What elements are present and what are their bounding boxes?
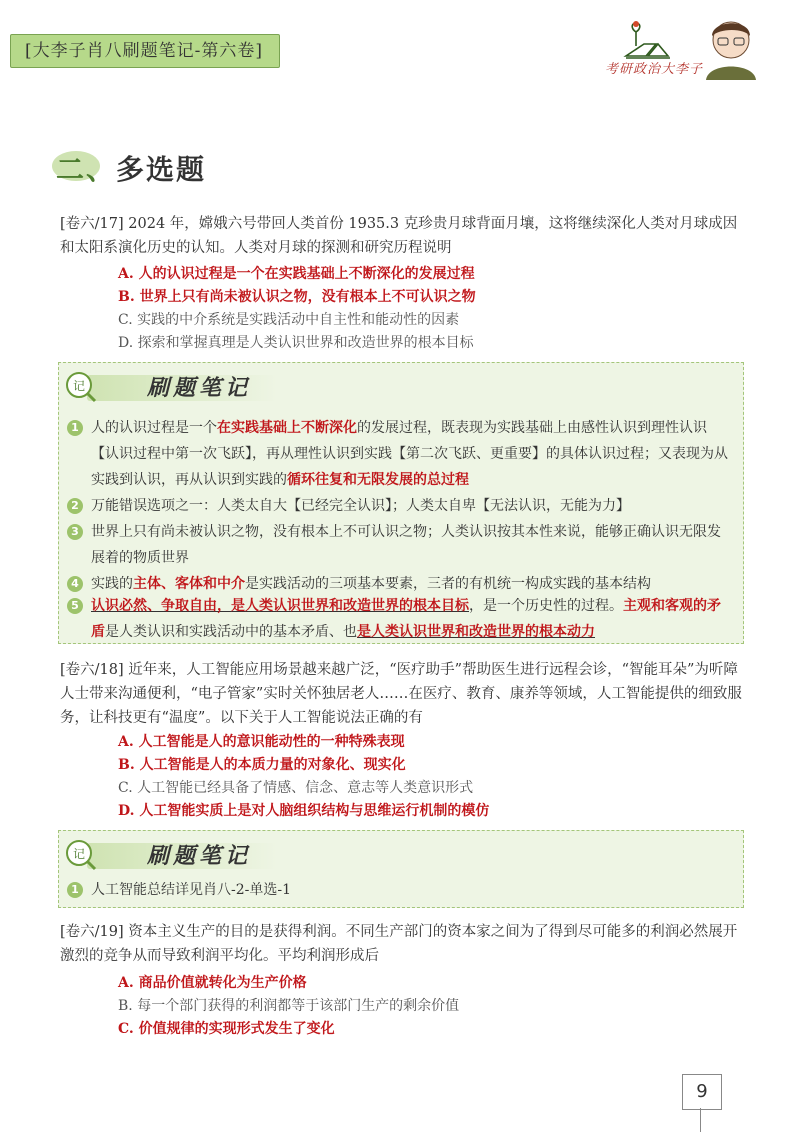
page-number: 9	[682, 1074, 722, 1110]
option-c: C. 人工智能已经具备了情感、信念、意志等人类意识形式	[118, 780, 474, 796]
note-highlight: 认识必然、争取自由，是人类认识世界和改造世界的根本目标	[91, 598, 469, 614]
brand-logo-text: 考研政治大李子	[605, 62, 704, 77]
number-badge: 4	[67, 576, 83, 592]
notebook-icon	[65, 371, 97, 403]
section-number: 二、	[56, 153, 117, 186]
note-item-1	[71, 877, 731, 903]
option-d: D. 探索和掌握真理是人类认识世界和改造世界的根本目标	[118, 335, 474, 351]
svg-text:记: 记	[73, 379, 86, 393]
page-number-line	[700, 1108, 701, 1132]
note-item-3	[71, 519, 731, 571]
option-c: C. 价值规律的实现形式发生了变化	[118, 1021, 335, 1037]
number-badge: 2	[67, 498, 83, 514]
note-item-2	[71, 493, 731, 519]
question-18	[60, 658, 750, 730]
avatar	[700, 14, 762, 80]
note-item-5	[71, 593, 731, 645]
option-a: A. 商品价值就转化为生产价格	[118, 975, 307, 991]
number-badge: 5	[67, 598, 83, 614]
note-text: 万能错误选项之一：人类太自大【已经完全认识】；人类太自卑【无法认识，无能为力】	[91, 498, 630, 514]
question-stem: 资本主义生产的目的是获得利润。不同生产部门的资本家之间为了得到尽可能多的利润必然展开激烈的竞争从而导致利润平均化。平均利润形成后	[60, 924, 738, 964]
option-c: C. 实践的中介系统是实践活动中自主性和能动性的因素	[118, 312, 460, 328]
question-id: [卷六/17]	[60, 216, 124, 232]
note-highlight: 主观和客观的矛盾	[91, 598, 721, 640]
note-highlight: 循环往复和无限发展的总过程	[287, 472, 469, 488]
note-text: ，是一个历史性的过程。	[469, 598, 623, 614]
note-text: 是实践活动的三项基本要素，三者的有机统一构成实践的基本结构	[245, 576, 651, 592]
notes-title: 刷题笔记	[147, 843, 252, 869]
note-text: 是人类认识和实践活动中的基本矛盾、也	[105, 624, 357, 640]
notes-box-2	[58, 830, 744, 908]
note-text: 世界上只有尚未被认识之物，没有根本上不可认识之物；人类认识按其本性来说，能够正确认识无限发展着的物质世界	[91, 524, 721, 566]
question-17	[60, 212, 750, 260]
question-stem: 2024 年，嫦娥六号带回人类首份 1935.3 克珍贵月球背面月壤，这将继续深化人类对月球成因和太阳系演化历史的认知。人类对月球的探测和研究历程说明	[60, 216, 738, 256]
note-highlight: 主体、客体和中介	[133, 576, 245, 592]
section-label: 多选题	[116, 153, 207, 186]
svg-text:记: 记	[73, 847, 86, 861]
note-highlight: 在实践基础上不断深化	[217, 420, 357, 436]
note-text: 实践的	[91, 576, 133, 592]
note-item-1	[71, 415, 731, 493]
number-badge: 1	[67, 420, 83, 436]
notebook-icon	[65, 839, 97, 871]
notes-header	[65, 371, 345, 403]
option-b: B. 世界上只有尚未被认识之物，没有根本上不可认识之物	[118, 289, 476, 305]
option-a: A. 人工智能是人的意识能动性的一种特殊表现	[118, 734, 405, 750]
option-a: A. 人的认识过程是一个在实践基础上不断深化的发展过程	[118, 266, 475, 282]
option-b: B. 人工智能是人的本质力量的对象化、现实化	[118, 757, 406, 773]
note-highlight: 是人类认识世界和改造世界的根本动力	[357, 624, 595, 640]
note-text: 人工智能总结详见肖八-2-单选-1	[91, 882, 292, 898]
book-title-tag: [大李子肖八刷题笔记-第六卷]	[10, 34, 280, 68]
question-id: [卷六/18]	[60, 662, 124, 678]
note-text: 的发展过程，既表现为实践基础上由感性认识到理性认识【认识过程中第一次飞跃】，再从理性认识到实践【第二次飞跃、更重要】的具体认识过程；又表现为从实践到认识，再从认识到实践的	[91, 420, 728, 488]
question-stem: 近年来，人工智能应用场景越来越广泛，“医疗助手”帮助医生进行远程会诊，“智能耳朵”为听障人士带来沟通便利，“电子管家”实时关怀独居老人……在医疗、教育、康养等领域，人工智能提供的细致服务，让科技更有“温度”。以下关于人工智能说法正确的有	[60, 662, 742, 726]
option-b: B. 每一个部门获得的利润都等于该部门生产的剩余价值	[118, 998, 460, 1014]
question-id: [卷六/19]	[60, 924, 124, 940]
note-text: 人的认识过程是一个	[91, 420, 217, 436]
notes-box-1	[58, 362, 744, 644]
notes-title: 刷题笔记	[147, 375, 252, 401]
question-19	[60, 920, 750, 968]
option-d: D. 人工智能实质上是对人脑组织结构与思维运行机制的模仿	[118, 803, 490, 819]
notes-header	[65, 839, 345, 871]
number-badge: 1	[67, 882, 83, 898]
number-badge: 3	[67, 524, 83, 540]
